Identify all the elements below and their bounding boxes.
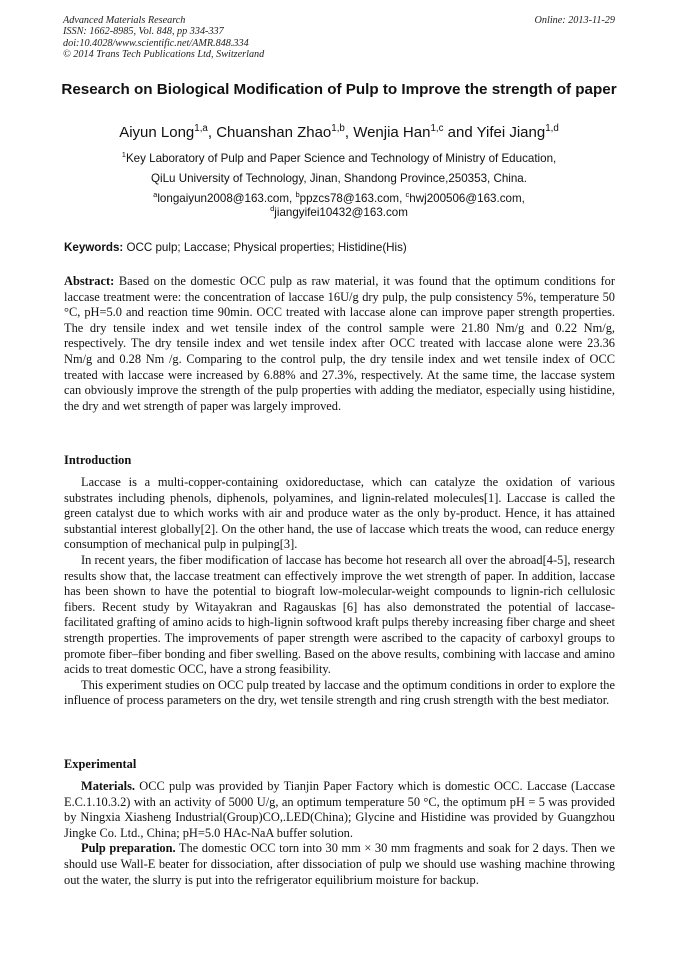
email-line-1	[40, 192, 638, 205]
affiliation-text: Key Laboratory of Pulp and Paper Science and Technology of Ministry of Education,	[125, 152, 557, 165]
pulp-text: The domestic OCC torn into 30 mm × 30 mm fragments and soak for 2 days. Then we should use Wall-E beater for dissociation, after dissociation of pulp we should use washing machine throwing out the water, the slurry is put into the refrigerator equilibrium moisture for backup.	[64, 841, 615, 887]
affiliation-sup: 1	[121, 150, 126, 160]
materials-text: OCC pulp was provided by Tianjin Paper Factory which is domestic OCC. Laccase (Laccase E.C.1.10.3.2) with an activity of 5000 U/g, an optimum temperature 50 °C, the optimum pH = 5 was provided by Ningxia Xiasheng Industrial(Group)CO,.LED(China); Glycine and Histidine was provided by Guangzhou Jingke Co. Ltd., China; pH=5.0 HAc-NaA buffer solution.	[64, 779, 615, 840]
doi-line: doi:10.4028/www.scientific.net/AMR.848.334	[63, 37, 249, 49]
experimental-heading: Experimental	[64, 757, 137, 771]
author-sup: 1,b	[331, 123, 345, 134]
abstract-label: Abstract:	[64, 274, 115, 288]
email-sup: b	[295, 190, 300, 200]
email-d: jiangyifei10432@163.com	[274, 206, 408, 219]
author-sup: 1,d	[545, 123, 559, 134]
email-b: ppzcs78@163.com,	[299, 192, 406, 205]
journal-header	[63, 15, 615, 61]
journal-name: Advanced Materials Research	[63, 15, 186, 26]
author-name: Yifei Jiang	[476, 124, 546, 141]
author-name: Wenjia Han	[353, 124, 431, 141]
intro-paragraph-2: In recent years, the fiber modification of laccase has become hot research all over the abroad[4-5], research results show that, the laccase treatment can effectively improve the wet strength of paper. In addition, laccase has been shown to have the potential to biograft low-molecular-weight compounds to lignin-rich cellulosic fibers. Recent study by Witayakran and Ragauskas [6] has also demonstrated the potential of laccase-facilitated grafting of amino acids to high-lignin softwood kraft pulps thereby increasing fiber charge and sheet strength properties. The improvements of paper strength were ascribed to the capacity of carboxyl groups to promote fiber–fiber bonding and fiber swelling. Based on the above results, combining with laccase and amino acids to treat domestic OCC, have a strong feasibility.	[64, 552, 615, 677]
email-a: longaiyun2008@163.com,	[157, 192, 296, 205]
materials-paragraph	[64, 779, 615, 841]
abstract	[64, 274, 615, 414]
experimental-body	[64, 779, 615, 888]
author-name: Aiyun Long	[119, 124, 195, 141]
email-sup: c	[405, 190, 410, 200]
affiliation-line-1	[40, 152, 638, 165]
keywords-text: OCC pulp; Laccase; Physical properties; Histidine(His)	[123, 241, 407, 254]
author-name: Chuanshan Zhao	[216, 124, 332, 141]
author-sep: ,	[207, 124, 217, 141]
keywords-label: Keywords:	[64, 241, 124, 254]
online-date: Online: 2013-11-29	[534, 15, 615, 26]
email-c: hwj200506@163.com,	[409, 192, 525, 205]
pulp-label: Pulp preparation.	[81, 841, 176, 856]
introduction-heading: Introduction	[64, 453, 132, 467]
author-sep: ,	[344, 124, 354, 141]
intro-paragraph-1: Laccase is a multi-copper-containing oxidoreductase, which can catalyze the oxidation of various substrates including phenols, diphenols, polyamines, and lignin-related molecules[1]. Laccase is called the green catalyst due to which works with air and produce water as the only by-product. Hence, it has attained substantial interest globally[2]. On the other hand, the use of laccase which treats the wood, can reduce energy consumption of mechanical pulp in pulping[3].	[64, 475, 615, 552]
email-sup: a	[153, 190, 158, 200]
author-sup: 1,a	[194, 123, 208, 134]
materials-label: Materials.	[81, 779, 136, 793]
abstract-text: Based on the domestic OCC pulp as raw material, it was found that the optimum conditions for laccase treatment were: the concentration of laccase 16U/g dry pulp, the pulp consistency 5%, temperature 50 °C, pH=5.0 and reaction time 90min. OCC treated with laccase alone can improve paper strength properties. The dry tensile index and wet tensile index of the control sample were 21.80 Nm/g and 0.22 Nm/g, respectively. The dry tensile index and wet tensile index after OCC treated with laccase alone were 23.36 Nm/g and 0.28 Nm /g. Comparing to the control pulp, the dry tensile index and wet tensile index of OCC treated with laccase were increased by 6.88% and 27.3%, respectively. At the same time, the laccase system can obviously improve the strength of the pulp properties with adding the mediator, especially using histidine, the dry and wet strength of paper was largely improved.	[64, 274, 615, 413]
affiliation-line-2: QiLu University of Technology, Jinan, Shandong Province,250353, China.	[151, 172, 527, 185]
email-line-2	[40, 206, 638, 219]
paper-title: Research on Biological Modification of Pulp to Improve the strength of paper	[61, 81, 617, 98]
intro-paragraph-3: This experiment studies on OCC pulp treated by laccase and the optimum conditions in order to explore the influence of process parameters on the dry, wet tensile strength and ring crush strength with the best mediator.	[64, 677, 615, 708]
author-sep: and	[443, 124, 477, 141]
copyright-line: © 2014 Trans Tech Publications Ltd, Switzerland	[63, 49, 265, 61]
author-list	[40, 124, 638, 142]
author-sup: 1,c	[430, 123, 444, 134]
issn-line: ISSN: 1662-8985, Vol. 848, pp 334-337	[63, 26, 224, 38]
email-sup: d	[270, 204, 275, 214]
pulp-paragraph	[64, 841, 615, 888]
introduction-body	[64, 475, 615, 709]
keywords	[64, 241, 616, 255]
